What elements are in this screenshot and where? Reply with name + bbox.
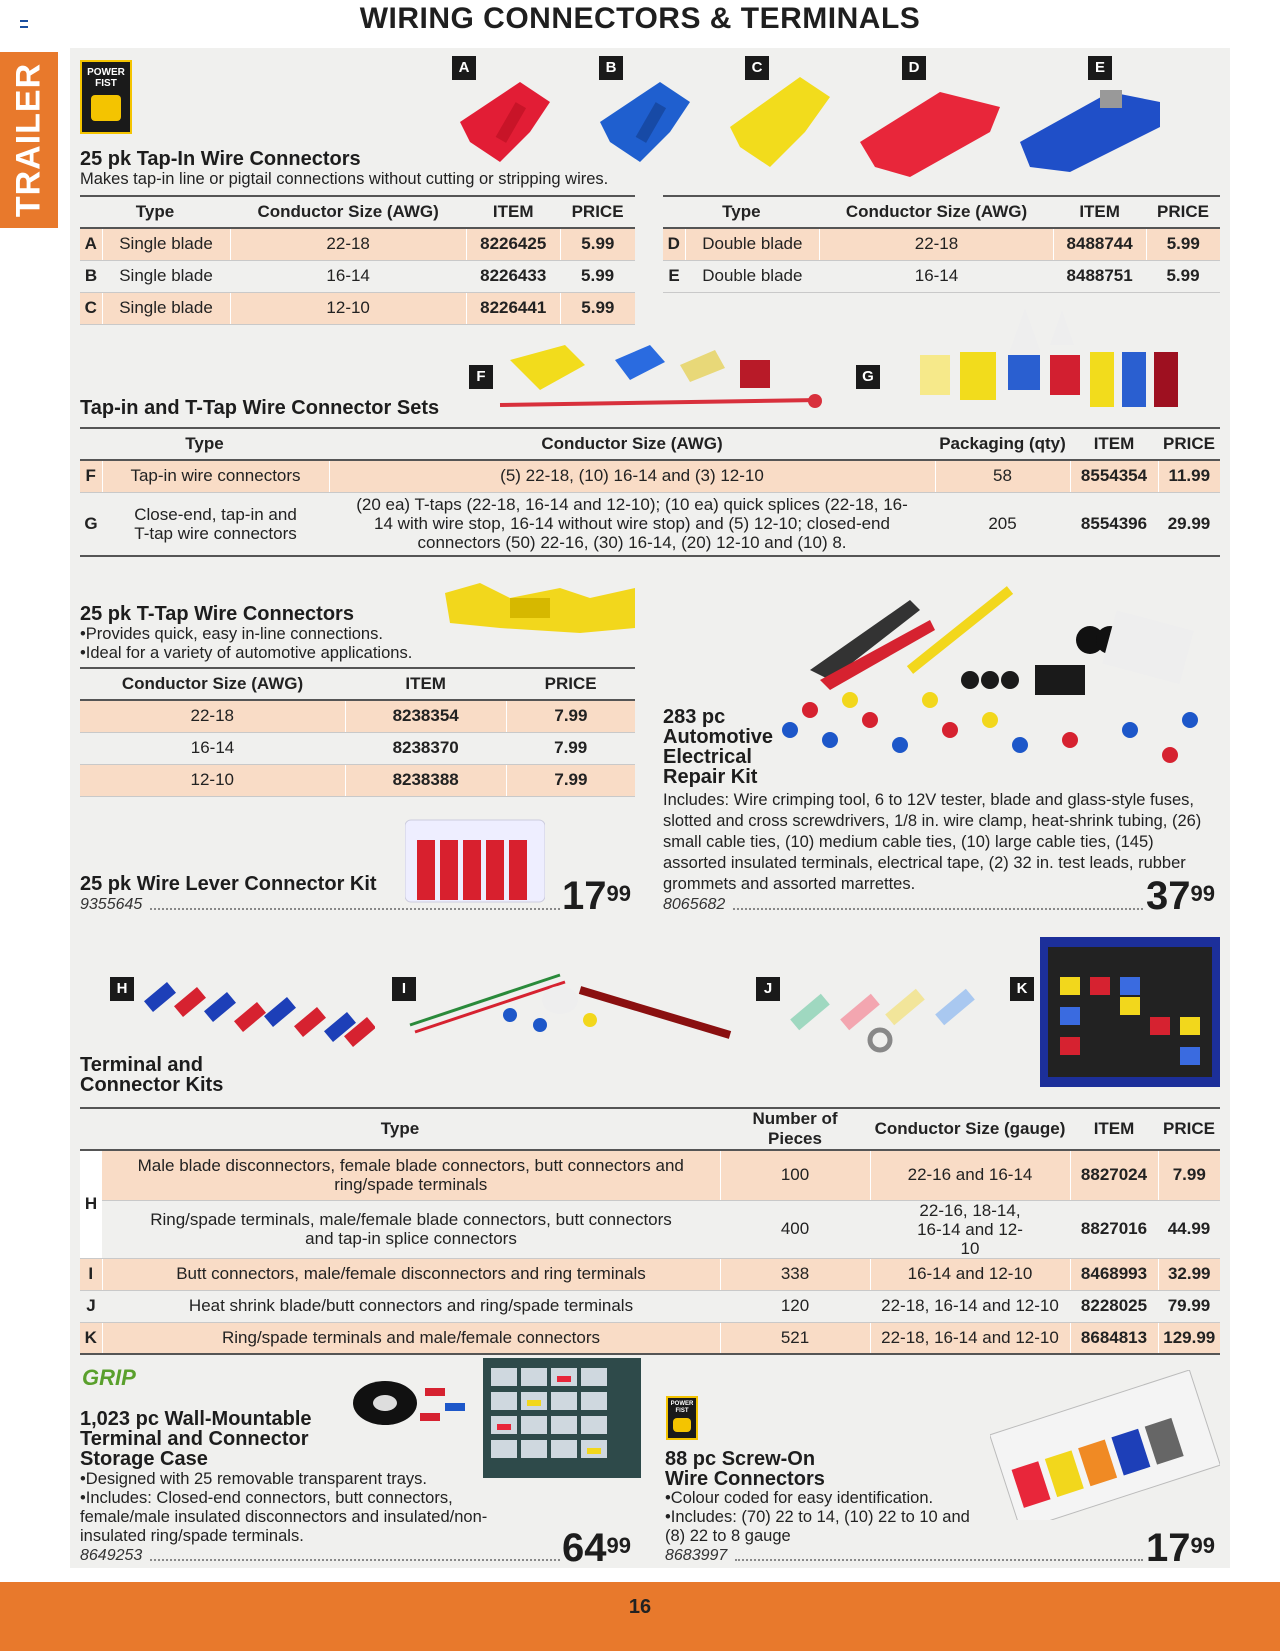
table-row: E Double blade 16-14 8488751 5.99 [663,260,1220,292]
connector-b-icon [600,82,690,162]
table-row: 12-10 8238388 7.99 [80,764,635,796]
table-row: G Close-end, tap-in and T-tap wire connectors (20 ea) T-taps (22-18, 16-14 and 12-10); (10 ea) quick splices (22-18, 16-14 with wire stop, 16-14 without wire stop) and (5) 12-10; closed-end connectors (50) 22-16, (30) 16-14, (20) 12-10 and (10) 8. 205 8554396 29.99 [80,492,1220,556]
col-price: PRICE [1158,1108,1220,1150]
kit-i-illustration [400,970,740,1050]
repair-kit-image [770,580,1230,770]
connector-d-icon [860,92,1000,177]
col-item: ITEM [1070,428,1158,460]
repair-kit-illustration [770,580,1230,770]
connector-a-icon [460,82,550,162]
power-fist-logo-small: POWER FIST [666,1396,698,1440]
col-price: PRICE [560,196,635,228]
table-row: B Single blade 16-14 8226433 5.99 [80,260,635,292]
label-g: G [856,365,880,389]
dot-leader [735,1559,1143,1561]
kit-h-illustration [135,960,375,1060]
label-d: D [902,56,926,80]
table-row: 22-18 8238354 7.99 [80,700,635,732]
kit-h-image [135,960,375,1060]
lever-price: $17^{99}$ [562,874,631,918]
col-size: Conductor Size (AWG) [230,196,466,228]
ttap-product-image [440,578,640,638]
repair-sku: 8065682 [663,896,726,913]
label-f: F [469,365,493,389]
repair-title: 283 pc Automotive Electrical Repair Kit [663,706,773,788]
fist-icon [673,1418,691,1432]
col-type: Type [80,1108,720,1150]
lever-kit-image [405,815,545,907]
kits-table [80,1107,1220,1355]
set-f-icon [500,345,822,408]
lever-title: 25 pk Wire Lever Connector Kit [80,873,377,895]
ttap-table [80,667,635,797]
ttap-title: 25 pk T-Tap Wire Connectors [80,603,354,625]
tapin-desc: Makes tap-in line or pigtail connections without cutting or stripping wires. [80,170,609,188]
storage-title: 1,023 pc Wall-Mountable Terminal and Connector Storage Case [80,1408,312,1470]
label-b: B [599,56,623,80]
kit-k-case-icon [1040,937,1220,1087]
dot-leader [733,908,1143,910]
sets-table [80,427,1220,557]
table-row: J Heat shrink blade/butt connectors and ring/spade terminals 120 22-18, 16-14 and 12-10 8228025 79.99 [80,1290,1220,1322]
repair-desc: Includes: Wire crimping tool, 6 to 12V tester, blade and glass-style fuses, slotted and cross screwdrivers, 1/8 in. wire clamp, heat-shrink tubing, (26) small cable ties, (10) medium cable ties, (10) large cable ties, (145) assorted insulated terminals, electrical tape, (2) 32 in. test leads, rubber grommets and assorted marrettes. [663,791,1202,893]
table-row: F Tap-in wire connectors (5) 22-18, (10) 16-14 and (3) 12-10 58 8554354 11.99 [80,460,1220,492]
ttap-connector-icon [440,578,640,638]
kit-k-image [1040,937,1220,1087]
power-fist-logo: POWER FIST [80,60,132,134]
page-number: 16 [628,1596,652,1618]
col-size: Conductor Size (AWG) [820,196,1054,228]
screwon-title: 88 pc Screw-On Wire Connectors [665,1448,825,1490]
section-tab-label: TRAILER [9,62,48,218]
tapin-title: 25 pk Tap-In Wire Connectors [80,148,361,170]
col-size: Conductor Size (AWG) [80,668,345,700]
kit-j-illustration [770,975,990,1055]
col-price: PRICE [1146,196,1220,228]
label-j: J [756,977,780,1001]
storage-sku: 8649253 [80,1547,143,1564]
storage-price: $64^{99}$ [562,1526,631,1570]
dot-leader [150,908,560,910]
screwon-price: $17^{99}$ [1146,1526,1215,1570]
col-price: PRICE [1158,428,1220,460]
col-type: Type [80,196,230,228]
col-item: ITEM [1070,1108,1158,1150]
lever-sku: 9355645 [80,896,143,913]
screwon-bullet-1: •Colour coded for easy identification. [665,1489,934,1507]
col-item: ITEM [466,196,560,228]
kit-i-image [400,970,740,1050]
sets-title: Tap-in and T-Tap Wire Connector Sets [80,397,440,419]
grip-logo: GRIP [82,1365,136,1390]
connector-c-icon [730,77,830,167]
col-item: ITEM [345,668,506,700]
label-e: E [1088,56,1112,80]
screwon-bullet-2: •Includes: (70) 22 to 14, (10) 22 to 10 and (8) 22 to 8 gauge [665,1508,970,1545]
electrical-tape-icon [350,1358,470,1438]
col-size: Conductor Size (AWG) [329,428,935,460]
page-title: WIRING CONNECTORS & TERMINALS [359,2,921,35]
col-size: Conductor Size (gauge) [870,1108,1070,1150]
ttap-bullet-2: •Ideal for a variety of automotive applications. [80,644,413,662]
label-c: C [745,56,769,80]
screwon-sku: 8683997 [665,1547,728,1564]
table-row: A Single blade 22-18 8226425 5.99 [80,228,635,260]
storage-bullet-1: •Designed with 25 removable transparent trays. [80,1470,427,1488]
label-a: A [452,56,476,80]
section-tab [0,52,58,228]
tapin-right-table [663,195,1220,293]
set-g-icon [920,308,1178,407]
label-i: I [392,977,416,1001]
ttap-bullet-1: •Provides quick, easy in-line connections. [80,625,383,643]
dot-leader [150,1559,560,1561]
connector-e-icon [1020,90,1160,172]
storage-bullet-2: •Includes: Closed-end connectors, butt connectors, female/male insulated disconnectors and insulated/non-insulated ring/spade terminals. [80,1489,488,1545]
col-price: PRICE [506,668,635,700]
tape-image [350,1358,470,1438]
storage-case-icon [483,1358,641,1478]
kits-title: Terminal and Connector Kits [80,1054,224,1096]
fist-icon [91,95,121,121]
col-type: Type [80,428,329,460]
sets-product-images [470,300,1230,420]
label-k: K [1010,977,1034,1001]
table-row: I Butt connectors, male/female disconnectors and ring terminals 338 16-14 and 12-10 8468993 32.99 [80,1258,1220,1290]
sets-connectors-illustration [470,300,1230,420]
label-h: H [110,977,134,1001]
lever-connector-icon [405,815,545,907]
table-row: 16-14 8238370 7.99 [80,732,635,764]
col-qty: Packaging (qty) [935,428,1070,460]
screwon-case-icon [990,1370,1220,1520]
table-row: K Ring/spade terminals and male/female connectors 521 22-18, 16-14 and 12-10 8684813 129.99 [80,1322,1220,1354]
col-pieces: Number of Pieces [720,1108,870,1150]
table-row: Ring/spade terminals, male/female blade connectors, butt connectors and tap-in splice connectors 400 22-16, 18-14, 16-14 and 12-10 8827016 44.99 [80,1200,1220,1258]
col-type: Type [663,196,820,228]
kit-j-image [770,975,990,1055]
storage-case-image [483,1358,641,1478]
col-item: ITEM [1053,196,1146,228]
table-row: H Male blade disconnectors, female blade connectors, butt connectors and ring/spade terminals 100 22-16 and 16-14 8827024 7.99 [80,1150,1220,1200]
table-row: D Double blade 22-18 8488744 5.99 [663,228,1220,260]
table-row: C Single blade 12-10 8226441 5.99 [80,292,635,324]
repair-price: $37^{99}$ [1146,874,1215,918]
screwon-image [990,1370,1220,1520]
